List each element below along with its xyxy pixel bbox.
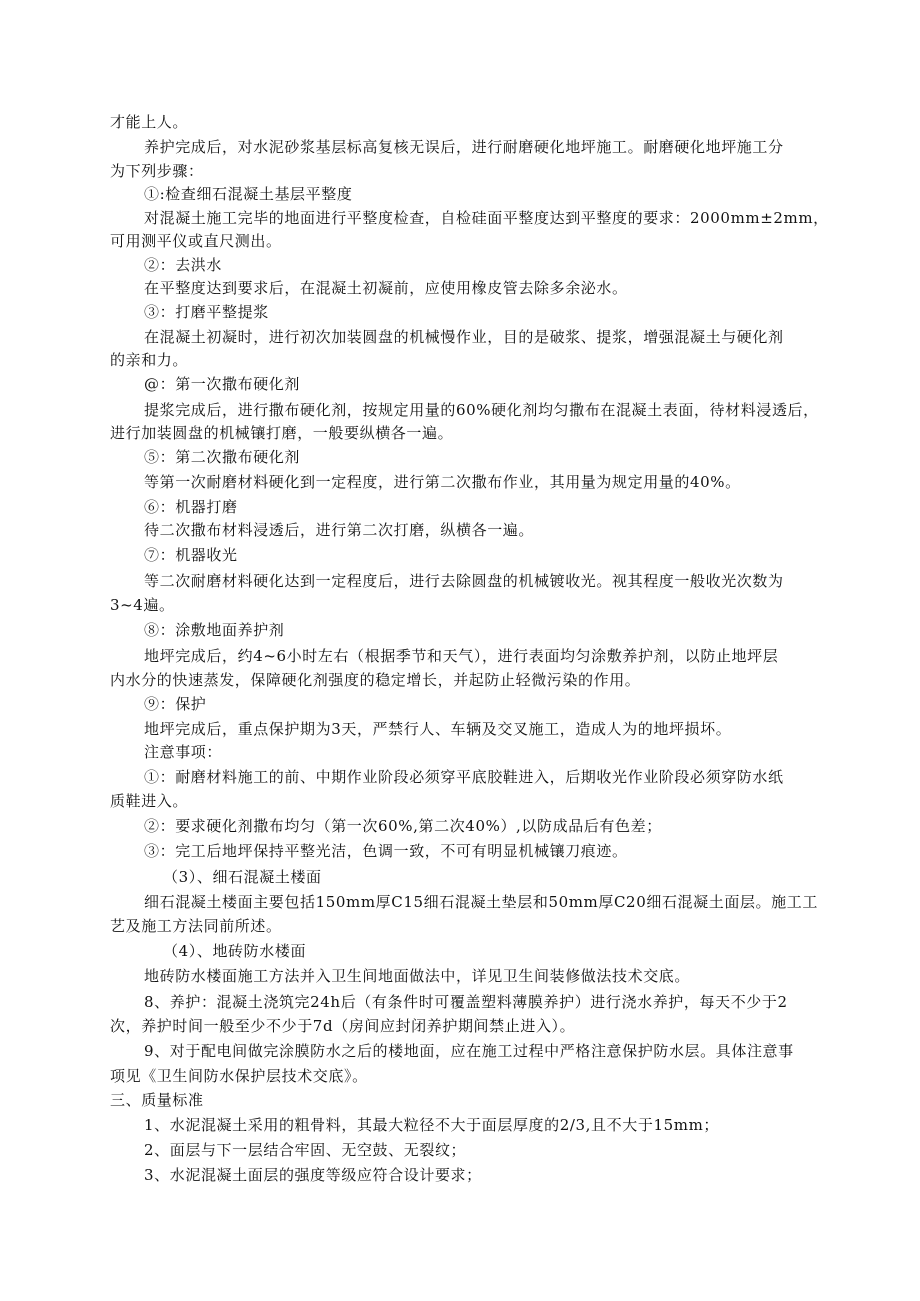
paragraph-line: 待二次撒布材料浸透后，进行第二次打磨，纵横各一遍。 <box>144 521 535 539</box>
paragraph-line: ②：要求硬化剂撒布均匀（第一次60%,第二次40%）,以防成品后有色差； <box>144 817 662 835</box>
paragraph-line: 在混凝土初凝时，进行初次加装圆盘的机械慢作业，目的是破浆、提浆，增强混凝土与硬化剂 <box>144 328 784 346</box>
text-line: 的亲和力。 <box>110 351 189 369</box>
list-item: 3、水泥混凝土面层的强度等级应符合设计要求； <box>144 1166 482 1184</box>
paragraph-line: 等第一次耐磨材料硬化到一定程度，进行第二次撒布作业，其用量为规定用量的40%。 <box>144 473 741 491</box>
section-heading: （4）、地砖防水楼面 <box>163 942 307 960</box>
paragraph-line: ③：完工后地坪保持平整光洁，色调一致，不可有明显机械镶刀痕迹。 <box>144 842 628 860</box>
step-heading: ①:检查细石混凝土基层平整度 <box>144 185 353 203</box>
paragraph-line: 细石混凝土楼面主要包括150mm厚C15细石混凝土垫层和50mm厚C20细石混凝土面层。施工工 <box>144 893 818 911</box>
paragraph-line: 地坪完成后，约4~6小时左右（根据季节和天气），进行表面均匀涂敷养护剂，以防止地坪层 <box>144 647 779 665</box>
text-line: 项见《卫生间防水保护层技术交底》。 <box>110 1067 368 1085</box>
step-heading: ③：打磨平整提浆 <box>144 303 269 321</box>
list-item: 2、面层与下一层结合牢固、无空鼓、无裂纹； <box>144 1141 467 1159</box>
step-heading: ②：去洪水 <box>144 256 223 274</box>
text-line: 才能上人。 <box>110 113 189 131</box>
text-line: 内水分的快速蒸发，保障硬化剂强度的稳定增长，并起防止轻微污染的作用。 <box>110 671 641 689</box>
step-heading: ⑥：机器打磨 <box>144 498 238 516</box>
text-line: 进行加装圆盘的机械镶打磨，一般要纵横各一遍。 <box>110 424 454 442</box>
step-heading: ⑨：保护 <box>144 695 207 713</box>
paragraph-line: 等二次耐磨材料硬化达到一定程度后，进行去除圆盘的机械镀收光。视其程度一般收光次数为 <box>144 572 784 590</box>
paragraph-line: 8、养护：混凝土浇筑完24h后（有条件时可覆盖塑料薄膜养护）进行浇水养护，每天不少于2 <box>144 993 788 1011</box>
list-item: 1、水泥混凝土采用的粗骨料，其最大粒径不大于面层厚度的2/3,且不大于15mm； <box>144 1116 719 1134</box>
step-heading: ⑦：机器收光 <box>144 546 238 564</box>
step-heading: @：第一次撒布硬化剂 <box>144 375 301 393</box>
paragraph-line: 对混凝土施工完毕的地面进行平整度检查，自检硅面平整度达到平整度的要求：2000mm±2mm， <box>144 209 829 227</box>
section-heading: 注意事项： <box>144 743 223 761</box>
text-line: 可用测平仪或直尺测出。 <box>110 232 282 250</box>
paragraph-line: 在平整度达到要求后，在混凝土初凝前，应使用橡皮管去除多余泌水。 <box>144 279 628 297</box>
paragraph-line: 地坪完成后，重点保护期为3天，严禁行人、车辆及交叉施工，造成人为的地坪损坏。 <box>144 720 732 738</box>
paragraph-line: 9、对于配电间做完涂膜防水之后的楼地面，应在施工过程中严格注意保护防水层。具体注意事 <box>144 1042 794 1060</box>
text-line: 艺及施工方法同前所述。 <box>110 917 282 935</box>
text-line: 次，养护时间一般至少不少于7d（房间应封闭养护期间禁止进入）。 <box>110 1017 576 1035</box>
paragraph-line: ①：耐磨材料施工的前、中期作业阶段必须穿平底胶鞋进入，后期收光作业阶段必须穿防水纸 <box>144 768 784 786</box>
text-line: 质鞋进入。 <box>110 792 189 810</box>
paragraph-line: 提浆完成后，进行撒布硬化剂，按规定用量的60%硬化剂均匀撒布在混凝土表面，待材料浸透后， <box>144 401 819 419</box>
section-heading: 三、质量标准 <box>110 1091 204 1109</box>
section-heading: （3）、细石混凝土楼面 <box>163 868 322 886</box>
paragraph-line: 地砖防水楼面施工方法并入卫生间地面做法中，详见卫生间装修做法技术交底。 <box>144 967 691 985</box>
step-heading: ⑧：涂敷地面养护剂 <box>144 621 285 639</box>
text-line: 为下列步骤： <box>110 162 204 180</box>
step-heading: ⑤：第二次撒布硬化剂 <box>144 448 301 466</box>
paragraph-line: 养护完成后，对水泥砂浆基层标高复核无误后，进行耐磨硬化地坪施工。耐磨硬化地坪施工分 <box>144 138 784 156</box>
text-line: 3~4遍。 <box>110 596 175 614</box>
